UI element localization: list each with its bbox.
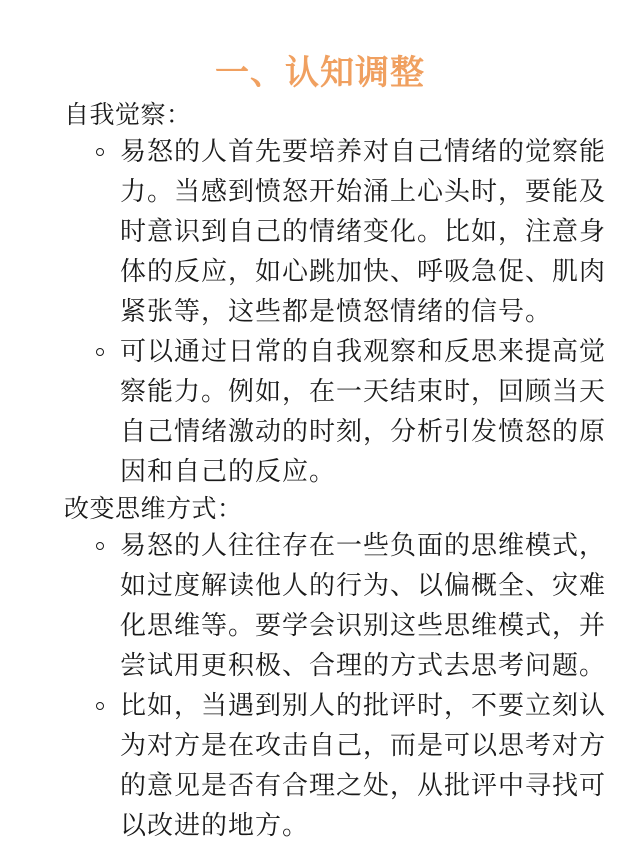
list-item (120, 132, 616, 332)
section-heading: 改变思维方式： (64, 494, 243, 523)
bullet-circle-icon (96, 148, 104, 156)
list-item (120, 332, 616, 492)
bullet-text: 比如，当遇到别人的批评时，不要立刻认为对方是在攻击自己，而是可以思考对方的意见是否有合理之处，从批评中寻找可以改进的地方。 (120, 691, 607, 841)
bullet-text: 易怒的人首先要培养对自己情绪的觉察能力。当感到愤怒开始涌上心头时，要能及时意识到自己的情绪变化。比如，注意身体的反应，如心跳加快、呼吸急促、肌肉紧张等，这些都是愤怒情绪的信号。 (120, 137, 607, 327)
bullet-list (64, 526, 616, 846)
bullet-text: 可以通过日常的自我观察和反思来提高觉察能力。例如，在一天结束时，回顾当天自己情绪激动的时刻，分析引发愤怒的原因和自己的反应。 (120, 337, 607, 487)
list-item (120, 526, 616, 686)
bullet-text: 易怒的人往往存在一些负面的思维模式，如过度解读他人的行为、以偏概全、灾难化思维等。要学会识别这些思维模式，并尝试用更积极、合理的方式去思考问题。 (120, 531, 607, 681)
list-item (120, 686, 616, 846)
section-heading: 自我觉察： (64, 100, 192, 129)
bullet-circle-icon (96, 702, 104, 710)
bullet-list (64, 132, 616, 492)
bullet-circle-icon (96, 348, 104, 356)
page-title: 一、认知调整 (215, 53, 425, 93)
section-self-awareness (64, 98, 616, 492)
bullet-circle-icon (96, 542, 104, 550)
section-change-thinking (64, 492, 616, 846)
